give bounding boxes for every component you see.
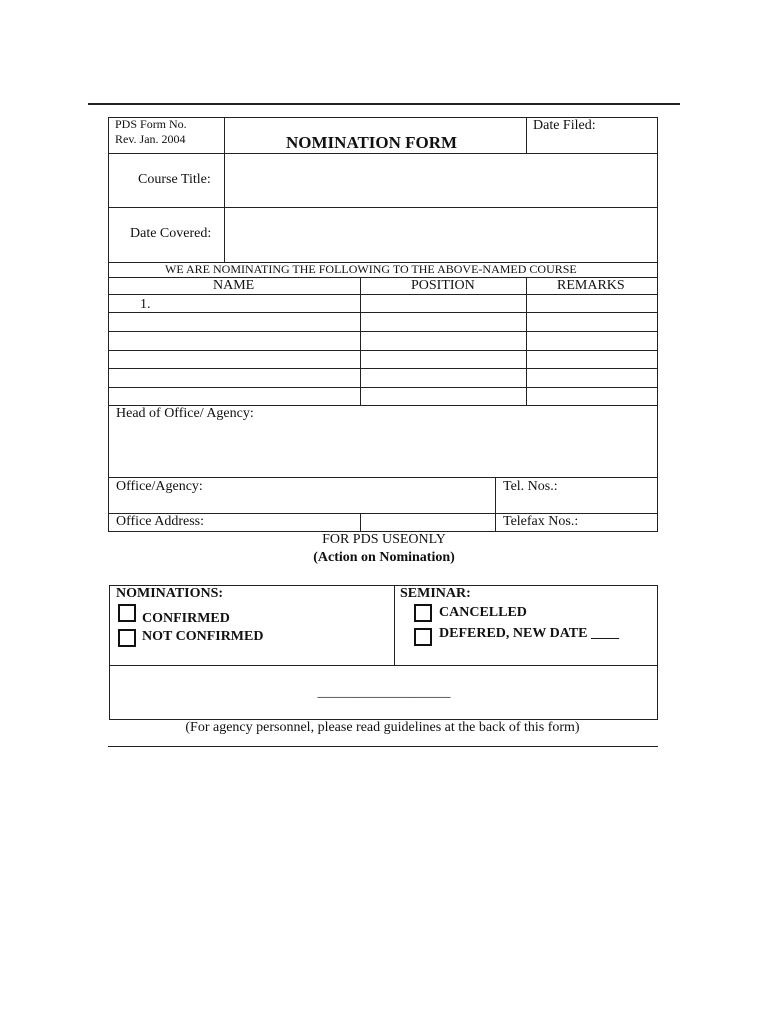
column-header-name: NAME — [213, 278, 255, 293]
course-title-field[interactable] — [228, 158, 654, 203]
telefax-nos-label: Telefax Nos.: — [503, 514, 579, 529]
column-divider — [495, 477, 496, 514]
row-divider — [108, 312, 658, 313]
nominee-remarks-field[interactable] — [528, 296, 656, 311]
defered-label: DEFERED, NEW DATE ____ — [439, 626, 619, 641]
row-divider — [108, 207, 658, 208]
row-divider — [108, 294, 658, 295]
tel-nos-label: Tel. Nos.: — [503, 479, 558, 494]
cancelled-label: CANCELLED — [439, 605, 527, 620]
nominee-position-field[interactable] — [362, 296, 524, 311]
top-rule — [88, 103, 680, 105]
date-filed-field[interactable] — [532, 136, 654, 152]
header-divider — [526, 117, 527, 154]
form-number: PDS Form No. — [115, 117, 187, 131]
head-of-office-field[interactable] — [114, 426, 654, 474]
column-header-position: POSITION — [411, 278, 475, 293]
course-title-label: Course Title: — [138, 172, 211, 187]
row-divider — [109, 665, 658, 666]
date-covered-label: Date Covered: — [130, 226, 212, 241]
nominating-statement: WE ARE NOMINATING THE FOLLOWING TO THE ABOVE-NAMED COURSE — [165, 262, 577, 276]
nominations-label: NOMINATIONS: — [116, 586, 224, 601]
row-divider — [108, 350, 658, 351]
confirmed-checkbox[interactable] — [118, 604, 136, 622]
seminar-label: SEMINAR: — [400, 586, 471, 601]
column-divider — [526, 277, 527, 406]
footer-note: (For agency personnel, please read guidelines at the back of this form) — [185, 720, 580, 735]
nominee-name-field[interactable] — [156, 296, 358, 311]
row-divider — [108, 387, 658, 388]
office-agency-label: Office/Agency: — [116, 479, 203, 494]
head-of-office-label: Head of Office/ Agency: — [116, 406, 254, 421]
form-revision: Rev. Jan. 2004 — [115, 132, 186, 146]
signature-line: ___________________ — [317, 685, 451, 700]
header-divider — [224, 117, 225, 154]
row-number: 1. — [140, 297, 151, 312]
cancelled-checkbox[interactable] — [414, 604, 432, 622]
confirmed-label: CONFIRMED — [142, 611, 230, 626]
office-address-label: Office Address: — [116, 514, 204, 529]
row-divider — [108, 331, 658, 332]
row-divider — [108, 368, 658, 369]
action-on-nomination-heading: (Action on Nomination) — [313, 550, 455, 565]
date-covered-field[interactable] — [228, 212, 654, 259]
bottom-rule — [108, 746, 658, 747]
defered-checkbox[interactable] — [414, 628, 432, 646]
label-divider — [224, 153, 225, 263]
pds-use-only-heading: FOR PDS USEONLY — [322, 532, 446, 547]
date-filed-label: Date Filed: — [533, 118, 596, 133]
column-divider — [394, 585, 395, 665]
form-title: NOMINATION FORM — [286, 133, 458, 152]
column-header-remarks: REMARKS — [557, 278, 625, 293]
column-divider — [360, 513, 361, 532]
column-divider — [495, 513, 496, 532]
not-confirmed-label: NOT CONFIRMED — [142, 629, 264, 644]
column-divider — [360, 277, 361, 406]
not-confirmed-checkbox[interactable] — [118, 629, 136, 647]
